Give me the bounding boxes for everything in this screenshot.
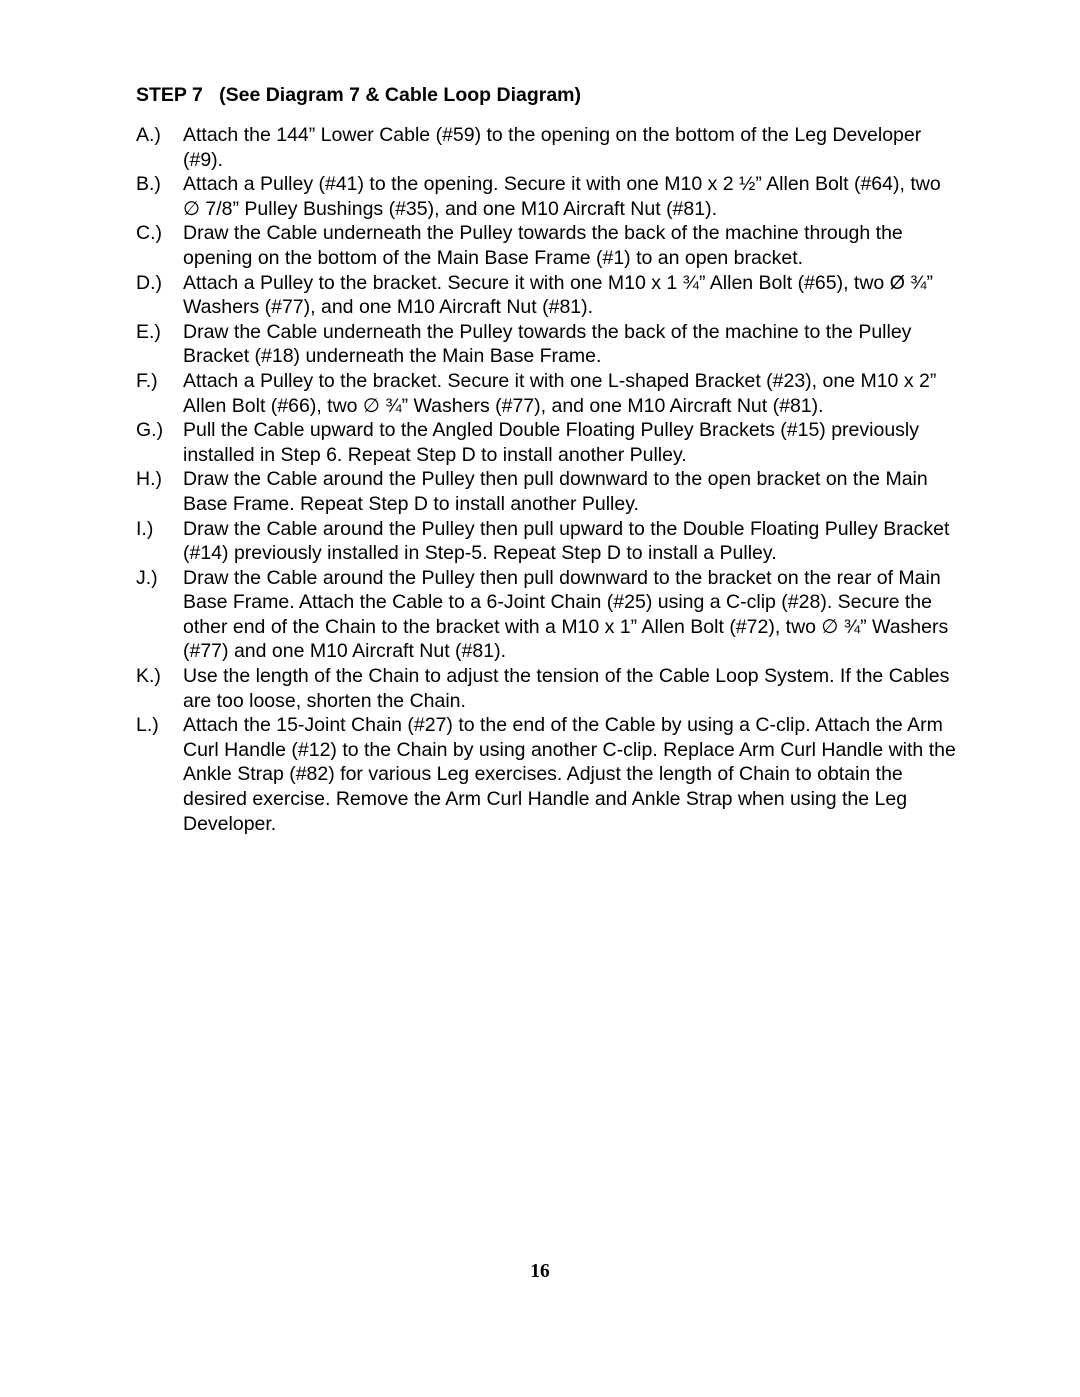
step-text: Attach a Pulley to the bracket. Secure it with one M10 x 1 ¾” Allen Bolt (#65), two Ø ¾” Washers (#77), and one M10 Aircraft Nut (#81). (183, 271, 934, 319)
step-letter: C.) (136, 222, 162, 245)
step-item-a (136, 123, 956, 172)
step-list (136, 123, 956, 836)
step-item-i (136, 517, 956, 566)
step-text: Attach a Pulley to the bracket. Secure it with one L-shaped Bracket (#23), one M10 x 2” Allen Bolt (#66), two ∅ ¾” Washers (#77), and one M10 Aircraft Nut (#81). (183, 369, 937, 417)
step-item-c (136, 221, 956, 270)
step-text: Draw the Cable around the Pulley then pull downward to the bracket on the rear of Main Base Frame. Attach the Cable to a 6-Joint Chain (#25) using a C-clip (#28). Secure the other end of the Chain to the bracket with a M10 x 1” Allen Bolt (#72), two ∅ ¾” Washers (#77) and one M10 Aircraft Nut (#81). (183, 566, 949, 663)
step-text: Pull the Cable upward to the Angled Double Floating Pulley Brackets (#15) previously installed in Step 6. Repeat Step D to install another Pulley. (183, 419, 920, 466)
step-letter: D.) (136, 271, 162, 294)
step-item-h (136, 467, 956, 516)
step-item-d (136, 271, 956, 320)
step-letter: K.) (136, 665, 161, 688)
step-letter: A.) (136, 124, 161, 146)
step-item-k (136, 664, 956, 713)
step-text: Use the length of the Chain to adjust the tension of the Cable Loop System. If the Cables are too loose, shorten the Chain. (183, 665, 950, 712)
step-item-l (136, 713, 956, 836)
step-text: Attach a Pulley (#41) to the opening. Secure it with one M10 x 2 ½” Allen Bolt (#64), two ∅ 7/8” Pulley Bushings (#35), and one M10 Aircraft Nut (#81). (183, 173, 941, 220)
step-letter: E.) (136, 320, 161, 343)
step-text: Draw the Cable around the Pulley then pull downward to the open bracket on the Main Base Frame. Repeat Step D to install another Pulley. (183, 468, 928, 515)
step-text: Attach the 15-Joint Chain (#27) to the end of the Cable by using a C-clip. Attach the Arm Curl Handle (#12) to the Chain by using another C-clip. Replace Arm Curl Handle with the Ankle Strap (#82) for various Leg exercises. Adjust the length of Chain to obtain the desired exercise. Remove the Arm Curl Handle and Ankle Strap when using the Leg Developer. (183, 714, 956, 835)
step-letter: H.) (136, 468, 162, 491)
step-item-b (136, 172, 956, 221)
step-letter: F.) (136, 369, 158, 392)
step-item-g (136, 418, 956, 467)
step-text: Draw the Cable underneath the Pulley towards the back of the machine through the opening on the bottom of the Main Base Frame (#1) to an open bracket. (183, 222, 903, 269)
step-item-j (136, 566, 956, 664)
step-letter: G.) (136, 419, 164, 442)
step-letter: L.) (136, 714, 159, 737)
step-letter: B.) (136, 173, 161, 196)
step-letter: J.) (136, 566, 158, 589)
step-text: Draw the Cable underneath the Pulley towards the back of the machine to the Pulley Bracket (#18) underneath the Main Base Frame. (183, 320, 912, 368)
step-letter: I.) (136, 517, 154, 540)
step-item-f (136, 369, 956, 418)
page-number: 16 (530, 1261, 550, 1282)
step-text: Attach the 144” Lower Cable (#59) to the opening on the bottom of the Leg Developer (#9). (183, 124, 922, 171)
step-text: Draw the Cable around the Pulley then pull upward to the Double Floating Pulley Bracket (#14) previously installed in Step-5. Repeat Step D to install a Pulley. (183, 517, 950, 565)
step-item-e (136, 320, 956, 369)
step-heading: STEP 7 (See Diagram 7 & Cable Loop Diagram) (136, 84, 582, 106)
